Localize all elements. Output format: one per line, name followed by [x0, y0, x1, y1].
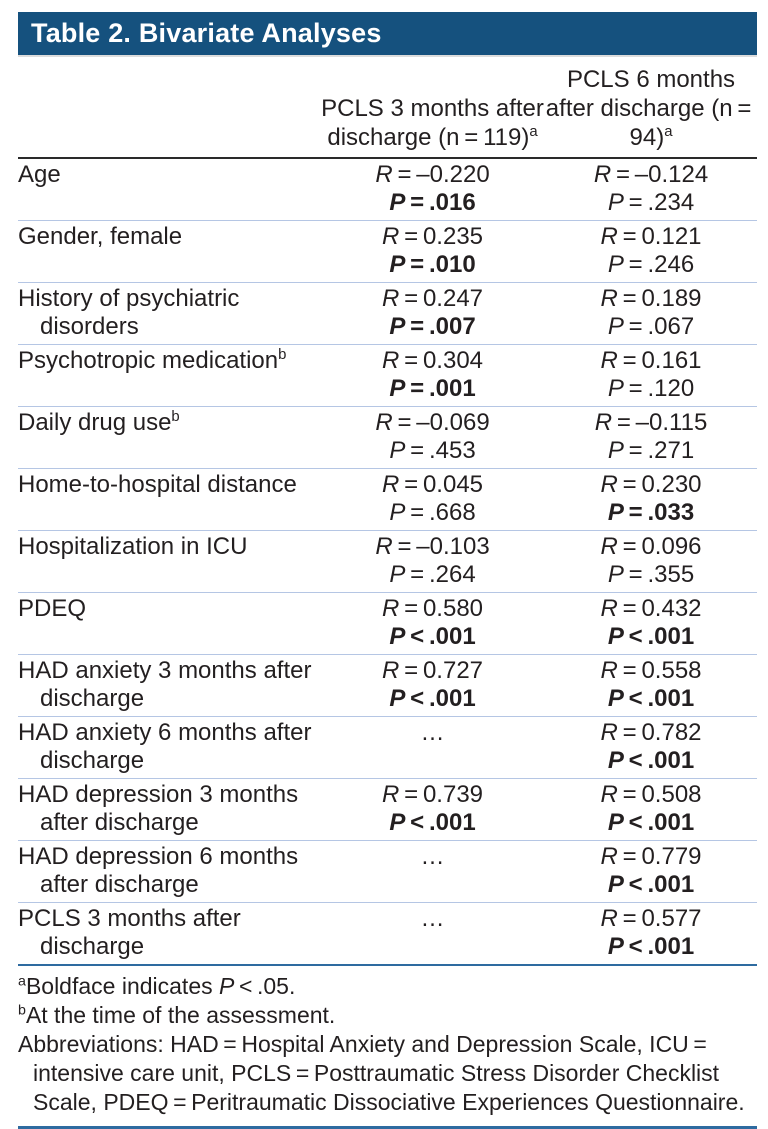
r-value: R = 0.779 — [600, 843, 702, 870]
footnote: $^a$Boldface indicates P < .05. — [18, 973, 296, 999]
header-row — [18, 57, 757, 158]
r-value: R = –0.220 — [375, 161, 490, 188]
stat-cell — [320, 345, 545, 407]
p-value: P = .010 — [389, 251, 476, 278]
row-label: PDEQ — [18, 593, 320, 655]
stat-cell — [545, 469, 757, 531]
p-value: P < .001 — [389, 809, 476, 836]
stat-cell — [320, 469, 545, 531]
r-value: R = 0.432 — [600, 595, 702, 622]
p-value: P < .001 — [607, 809, 695, 836]
bivariate-analyses-table — [18, 57, 757, 966]
r-value: R = 0.096 — [600, 533, 702, 560]
stat-cell — [320, 221, 545, 283]
table-row — [18, 407, 757, 469]
p-value: P = .067 — [607, 313, 695, 340]
footnote: Abbreviations: HAD = Hospital Anxiety and Depression Scale, ICU = intensive care unit, PCLS = Posttraumatic Stress Disorder Checklist Scale, PDEQ = Peritraumatic Dissociative Experiences Questionnaire. — [18, 1031, 745, 1115]
row-label: Daily drug use$^b$ — [18, 407, 320, 469]
r-value: R = –0.069 — [375, 409, 490, 436]
table-row — [18, 469, 757, 531]
p-value: P = .264 — [389, 561, 476, 588]
stat-cell — [545, 593, 757, 655]
stat-cell — [320, 531, 545, 593]
p-value: P = .355 — [607, 561, 695, 588]
r-value: R = –0.115 — [594, 409, 708, 436]
table-row — [18, 779, 757, 841]
r-value: … — [420, 905, 445, 932]
stat-cell — [320, 903, 545, 966]
r-value: R = 0.577 — [600, 905, 702, 932]
r-value: R = 0.508 — [600, 781, 702, 808]
header-col-pcls3-sup: a — [529, 124, 538, 140]
table-body — [18, 158, 757, 965]
footnote: $^b$At the time of the assessment. — [18, 1002, 336, 1028]
stat-cell — [320, 407, 545, 469]
header-col-pcls3-label: PCLS 3 months after discharge (n = 119) — [321, 95, 544, 151]
row-label: HAD depression 3 months after discharge — [18, 779, 320, 841]
r-value: … — [420, 843, 445, 870]
table-row — [18, 841, 757, 903]
table-row — [18, 717, 757, 779]
r-value: R = 0.161 — [600, 347, 702, 374]
p-value: P < .001 — [607, 933, 695, 960]
r-value: R = 0.230 — [600, 471, 702, 498]
header-col-pcls6-sup: a — [664, 124, 673, 140]
r-value: R = 0.558 — [600, 657, 702, 684]
r-value: R = 0.189 — [600, 285, 702, 312]
p-value: P = .453 — [389, 437, 476, 464]
table-row — [18, 158, 757, 221]
table-row — [18, 593, 757, 655]
p-value: P = .120 — [607, 375, 695, 402]
header-col-pcls6 — [545, 57, 757, 158]
stat-cell — [545, 717, 757, 779]
table-row — [18, 221, 757, 283]
p-value: P = .007 — [389, 313, 476, 340]
table-title-bar — [18, 12, 757, 57]
table-sheet — [18, 12, 757, 1129]
r-value: … — [420, 719, 445, 746]
row-label: Gender, female — [18, 221, 320, 283]
stat-cell — [545, 345, 757, 407]
r-value: R = 0.580 — [381, 595, 484, 622]
stat-cell — [320, 841, 545, 903]
stat-cell — [545, 221, 757, 283]
table-row — [18, 531, 757, 593]
table-row — [18, 655, 757, 717]
header-empty-cell — [18, 57, 320, 158]
p-value: P < .001 — [607, 623, 695, 650]
header-col-pcls3 — [320, 57, 545, 158]
row-label: PCLS 3 months after discharge — [18, 903, 320, 966]
r-value: R = 0.304 — [381, 347, 484, 374]
r-value: R = 0.235 — [381, 223, 484, 250]
p-value: P = .668 — [389, 499, 476, 526]
p-value: P = .016 — [389, 189, 476, 216]
p-value: P < .001 — [607, 747, 695, 774]
p-value: P < .001 — [389, 685, 476, 712]
p-value: P = .033 — [607, 499, 695, 526]
p-value: P = .271 — [607, 437, 695, 464]
p-value: P = .246 — [607, 251, 695, 278]
p-value: P < .001 — [389, 623, 476, 650]
row-label: HAD anxiety 6 months after discharge — [18, 717, 320, 779]
stat-cell — [545, 655, 757, 717]
stat-cell — [320, 655, 545, 717]
p-value: P < .001 — [607, 685, 695, 712]
row-label: History of psychiatric disorders — [18, 283, 320, 345]
row-label: HAD anxiety 3 months after discharge — [18, 655, 320, 717]
table-row — [18, 345, 757, 407]
table-row — [18, 903, 757, 966]
stat-cell — [545, 531, 757, 593]
stat-cell — [545, 903, 757, 966]
stat-cell — [320, 593, 545, 655]
p-value: P < .001 — [607, 871, 695, 898]
r-value: R = 0.782 — [600, 719, 702, 746]
stat-cell — [545, 841, 757, 903]
r-value: R = 0.739 — [381, 781, 484, 808]
header-col-pcls6-label: PCLS 6 months after discharge (n = 94) — [545, 66, 757, 151]
stat-cell — [320, 717, 545, 779]
r-value: R = –0.103 — [375, 533, 490, 560]
p-value: P = .001 — [389, 375, 476, 402]
stat-cell — [545, 779, 757, 841]
r-value: R = –0.124 — [593, 161, 709, 188]
row-label: Home-to-hospital distance — [18, 469, 320, 531]
p-value: P = .234 — [607, 189, 695, 216]
table-header — [18, 57, 757, 158]
stat-cell — [545, 407, 757, 469]
r-value: R = 0.121 — [600, 223, 702, 250]
stat-cell — [320, 158, 545, 221]
r-value: R = 0.727 — [381, 657, 484, 684]
table-row — [18, 283, 757, 345]
row-label: HAD depression 6 months after discharge — [18, 841, 320, 903]
row-label: Age — [18, 158, 320, 221]
stat-cell — [545, 158, 757, 221]
row-label: Hospitalization in ICU — [18, 531, 320, 593]
footnotes — [18, 966, 757, 1129]
row-label: Psychotropic medication$^b$ — [18, 345, 320, 407]
stat-cell — [320, 779, 545, 841]
stat-cell — [545, 283, 757, 345]
table-title: Table 2. Bivariate Analyses — [31, 18, 382, 48]
stat-cell — [320, 283, 545, 345]
r-value: R = 0.045 — [381, 471, 484, 498]
r-value: R = 0.247 — [381, 285, 484, 312]
